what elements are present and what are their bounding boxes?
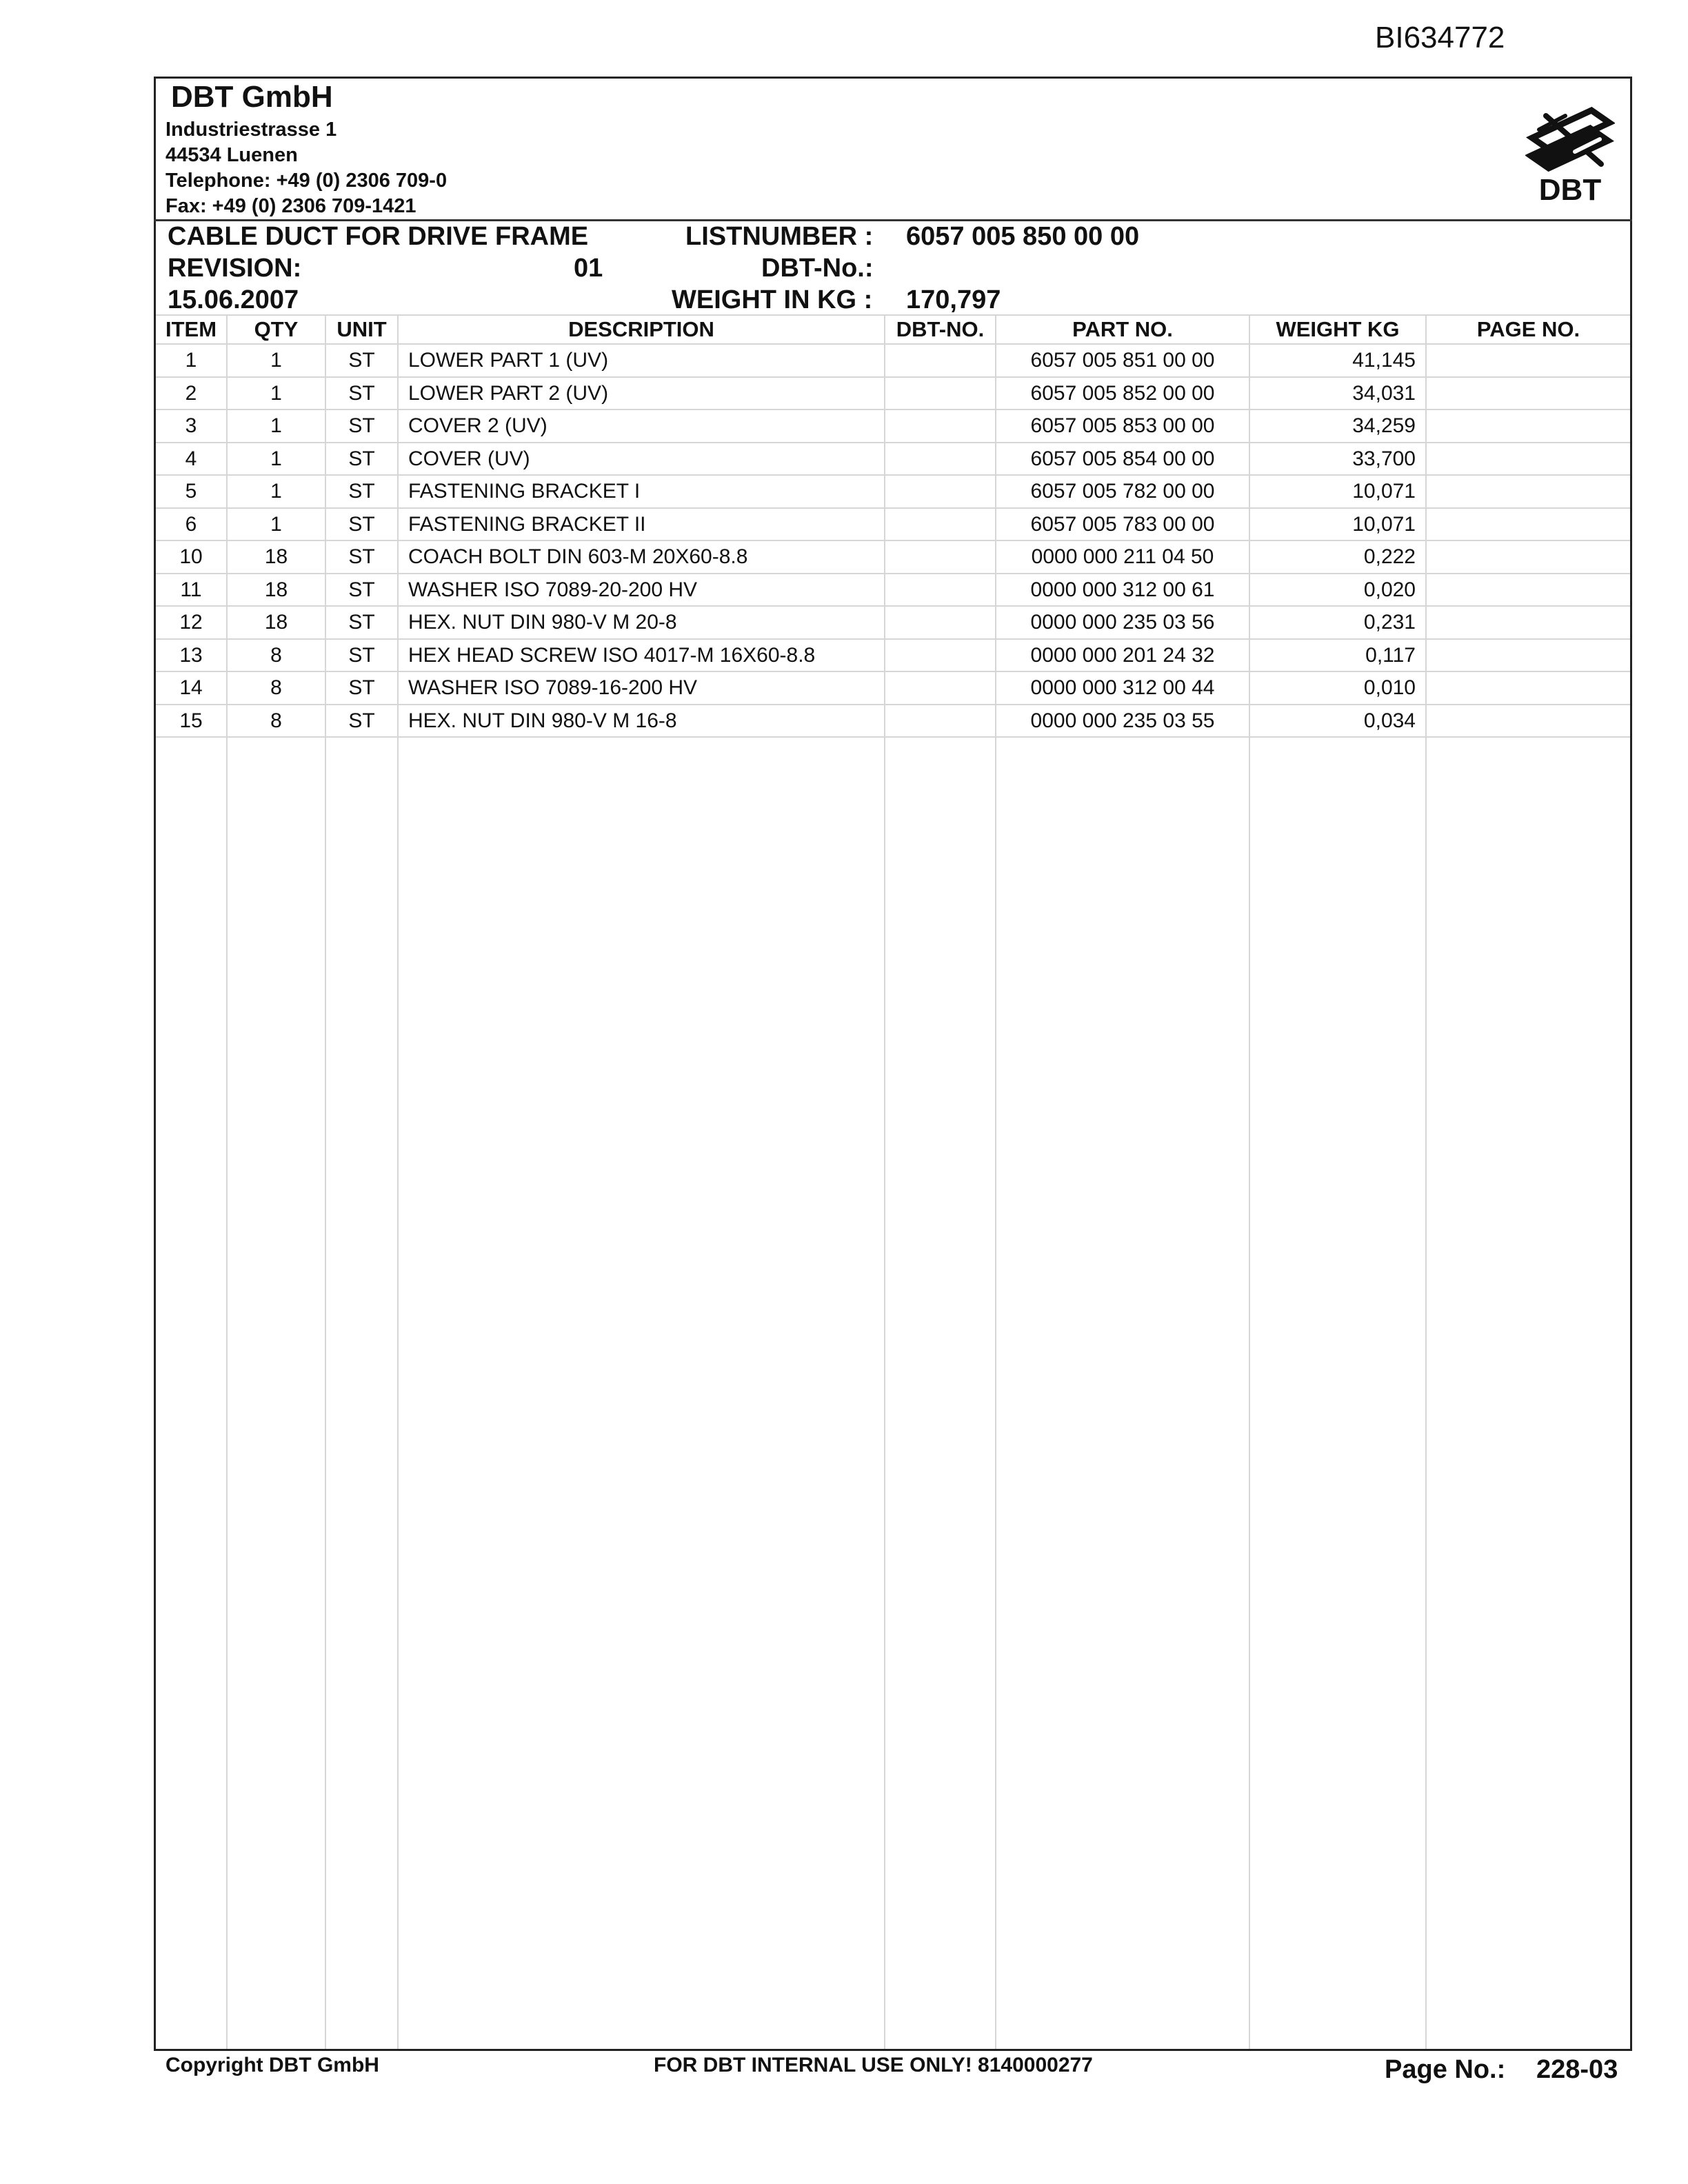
dbt-no-label: DBT-No.: [761,254,874,283]
cell-dbt-no [885,443,995,475]
cell-part-no: 6057 005 782 00 00 [1030,480,1215,503]
logo-text: DBT [1538,173,1602,205]
company-city: 44534 Luenen [165,144,298,166]
company-street: Industriestrasse 1 [165,119,337,141]
cell-dbt-no [885,475,995,507]
cell-dbt-no [885,508,995,540]
cell-dbt-no [885,639,995,671]
col-header-dbt-no: DBT-NO. [896,317,985,341]
cell-weight: 10,071 [1352,480,1416,503]
cell-description: COVER (UV) [408,447,530,470]
cell-part-no: 6057 005 783 00 00 [1030,512,1215,536]
cell-item: 15 [179,709,203,732]
cell-item: 13 [179,643,203,667]
cell-part-no: 0000 000 211 04 50 [1031,545,1214,568]
cell-item: 10 [179,545,203,568]
cell-unit: ST [348,381,375,405]
cell-part-no: 6057 005 854 00 00 [1030,447,1215,470]
cell-unit: ST [348,480,375,503]
cell-description: FASTENING BRACKET II [408,512,646,536]
cell-unit: ST [348,447,375,470]
cell-qty: 18 [264,578,288,601]
footer-copyright: Copyright DBT GmbH [165,2054,379,2076]
cell-dbt-no [885,606,995,638]
weight-value: 170,797 [906,285,1001,314]
cell-dbt-no [885,574,995,606]
cell-item: 5 [185,480,197,503]
dbt-logo-icon [1525,95,1615,205]
company-telephone: Telephone: +49 (0) 2306 709-0 [165,170,448,192]
col-header-description: DESCRIPTION [568,317,714,341]
cell-item: 2 [185,381,197,405]
cell-item: 4 [185,447,197,470]
cell-page-no [1427,574,1630,606]
cell-description: HEX HEAD SCREW ISO 4017-M 16X60-8.8 [408,643,816,667]
col-divider [397,315,399,2049]
cell-qty: 1 [270,381,282,405]
cell-qty: 8 [270,676,282,699]
cell-weight: 33,700 [1352,447,1416,470]
cell-page-no [1427,705,1630,737]
cell-description: COACH BOLT DIN 603-M 20X60-8.8 [408,545,748,568]
cell-page-no [1427,639,1630,671]
cell-description: LOWER PART 2 (UV) [408,381,609,405]
cell-dbt-no [885,705,995,737]
cell-weight: 10,071 [1352,512,1416,536]
cell-item: 14 [179,676,203,699]
col-header-weight: WEIGHT KG [1276,317,1400,341]
cell-page-no [1427,671,1630,704]
cell-part-no: 0000 000 235 03 56 [1030,611,1215,634]
cell-qty: 1 [270,512,282,536]
cell-dbt-no [885,344,995,376]
cell-qty: 1 [270,447,282,470]
listnumber-value: 6057 005 850 00 00 [906,222,1140,251]
cell-unit: ST [348,349,375,372]
cell-qty: 1 [270,480,282,503]
cell-unit: ST [348,512,375,536]
company-name: DBT GmbH [171,80,333,114]
cell-weight: 41,145 [1352,349,1416,372]
cell-qty: 18 [264,611,288,634]
cell-description: LOWER PART 1 (UV) [408,349,609,372]
cell-page-no [1427,606,1630,638]
cell-part-no: 0000 000 201 24 32 [1030,643,1215,667]
cell-page-no [1427,443,1630,475]
cell-part-no: 0000 000 312 00 44 [1030,676,1215,699]
cell-dbt-no [885,410,995,442]
cell-weight: 0,034 [1363,709,1416,732]
cell-page-no [1427,410,1630,442]
company-fax: Fax: +49 (0) 2306 709-1421 [165,195,416,217]
revision-label: REVISION: [168,254,302,283]
cell-dbt-no [885,540,995,573]
row-rule [156,736,1630,738]
cell-unit: ST [348,643,375,667]
cell-item: 3 [185,414,197,437]
cell-item: 6 [185,512,197,536]
cell-qty: 8 [270,709,282,732]
footer-page-label: Page No.: [1385,2055,1506,2084]
cell-unit: ST [348,611,375,634]
cell-qty: 1 [270,414,282,437]
cell-qty: 18 [264,545,288,568]
cell-qty: 1 [270,349,282,372]
header-divider [154,219,1632,221]
cell-part-no: 0000 000 312 00 61 [1030,578,1215,601]
cell-part-no: 0000 000 235 03 55 [1030,709,1215,732]
weight-label: WEIGHT IN KG : [672,285,873,314]
list-date: 15.06.2007 [168,285,299,314]
cell-page-no [1427,475,1630,507]
cell-unit: ST [348,676,375,699]
footer-internal-note: FOR DBT INTERNAL USE ONLY! 8140000277 [654,2054,1093,2076]
cell-description: HEX. NUT DIN 980-V M 20-8 [408,611,677,634]
cell-part-no: 6057 005 853 00 00 [1030,414,1215,437]
cell-dbt-no [885,671,995,704]
cell-page-no [1427,540,1630,573]
cell-item: 1 [185,349,197,372]
cell-weight: 0,117 [1365,643,1416,667]
document-id: BI634772 [1375,21,1505,54]
cell-qty: 8 [270,643,282,667]
cell-description: HEX. NUT DIN 980-V M 16-8 [408,709,677,732]
cell-weight: 0,010 [1363,676,1416,699]
cell-description: COVER 2 (UV) [408,414,547,437]
listnumber-label: LISTNUMBER : [685,222,874,251]
cell-weight: 0,222 [1363,545,1416,568]
col-header-item: ITEM [165,317,217,341]
cell-unit: ST [348,545,375,568]
company-logo [1525,95,1615,205]
cell-part-no: 6057 005 851 00 00 [1030,349,1215,372]
footer-page-number: 228-03 [1536,2055,1618,2084]
cell-page-no [1427,508,1630,540]
cell-dbt-no [885,377,995,410]
cell-description: WASHER ISO 7089-16-200 HV [408,676,698,699]
cell-description: FASTENING BRACKET I [408,480,641,503]
cell-part-no: 6057 005 852 00 00 [1030,381,1215,405]
cell-description: WASHER ISO 7089-20-200 HV [408,578,698,601]
cell-unit: ST [348,578,375,601]
cell-unit: ST [348,414,375,437]
col-header-page-no: PAGE NO. [1476,317,1580,341]
cell-weight: 34,259 [1352,414,1416,437]
cell-page-no [1427,344,1630,376]
cell-weight: 0,020 [1363,578,1416,601]
cell-item: 12 [179,611,203,634]
cell-unit: ST [348,709,375,732]
col-header-qty: QTY [254,317,299,341]
col-header-part-no: PART NO. [1072,317,1173,341]
list-title: CABLE DUCT FOR DRIVE FRAME [168,222,589,251]
cell-weight: 0,231 [1363,611,1416,634]
cell-item: 11 [180,578,202,601]
cell-page-no [1427,377,1630,410]
revision-value: 01 [574,254,603,283]
col-header-unit: UNIT [336,317,387,341]
cell-weight: 34,031 [1352,381,1416,405]
